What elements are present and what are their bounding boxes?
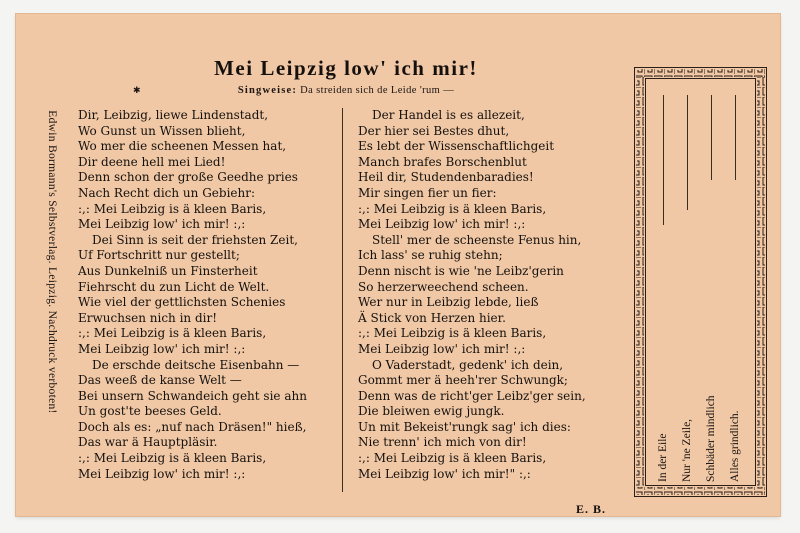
poem-line: Uf Fortschritt nur gestellt;	[78, 248, 240, 263]
poem-line: Wo mer die scheenen Messen hat,	[78, 139, 287, 154]
poem-line: Mei Leibzig low' ich mir! :,:	[358, 341, 526, 356]
postcard	[16, 14, 780, 516]
poem-line: Doch als es: „nuf nach Dräsen!" hieß,	[78, 419, 307, 434]
poem-line: Es lebt der Wissenschaftlichgeit	[358, 139, 555, 154]
poem-line: Heil dir, Studendenbaradies!	[358, 170, 534, 185]
poem-line: :,: Mei Leibzig is ä kleen Baris,	[358, 201, 547, 216]
poem-line: Un mit Bekeist'rungk sag' ich dies:	[358, 419, 571, 434]
poem-line: Das war ä Hauptpläsir.	[78, 435, 218, 450]
poem-line: Denn schon der große Geedhe pries	[78, 170, 298, 185]
poem-line: :,: Mei Leibzig is ä kleen Baris,	[78, 451, 267, 466]
poem-line: Mei Leibzig low' ich mir! :,:	[78, 341, 246, 356]
poem-line: Das weeß de kanse Welt —	[78, 373, 242, 388]
signature-initials: E. B.	[576, 502, 607, 516]
publisher-imprint: Edwin Bormann's Selbstverlag. Leipzig. Nachdruck verboten!	[46, 110, 58, 414]
poem-line: :,: Mei Leibzig is ä kleen Baris,	[78, 326, 267, 341]
greek-key-border	[634, 67, 767, 497]
melody-text: Da streiden sich de Leide 'rum —	[300, 85, 455, 96]
poem-line: Denn was de richt'ger Leibz'ger sein,	[358, 388, 586, 403]
poem-line: Die bleiwen ewig jungk.	[358, 404, 505, 419]
poem-column-right	[358, 108, 586, 482]
poem-line: Aus Dunkelniß un Finsterheit	[78, 263, 258, 278]
poem-line: Dir deene hell mei Lied!	[78, 154, 226, 169]
star-ornament-icon: ✱	[133, 86, 141, 96]
poem-line: De erschde deitsche Eisenbahn —	[92, 357, 300, 372]
writing-line	[735, 95, 736, 180]
poem-line: Erwuchsen nich in dir!	[78, 310, 218, 325]
poem-line: O Vaderstadt, gedenk' ich dein,	[372, 357, 564, 372]
poem-line: Bei unsern Schwandeich geht sie ahn	[78, 388, 307, 403]
poem-line: Mir singen fier un fier:	[358, 185, 497, 200]
poem-line: Gommt mer ä heeh'rer Schwungk;	[358, 373, 568, 388]
writing-line	[663, 95, 664, 225]
poem-line: :,: Mei Leibzig is ä kleen Baris,	[78, 201, 267, 216]
poem-line: Wer nur in Leibzig lebde, ließ	[358, 295, 539, 310]
poem-line: Mei Leibzig low' ich mir!" :,:	[358, 466, 531, 481]
poem-line: Fiehrscht du zun Licht de Welt.	[78, 279, 270, 294]
poem-line: Ä Stick von Herzen hier.	[358, 310, 506, 325]
poem-line: Dir, Leibzig, liewe Lindenstadt,	[78, 108, 269, 122]
poem-line: Mei Leibzig low' ich mir! :,:	[358, 217, 526, 232]
poem-line: Ich lass' se ruhig stehn;	[358, 248, 503, 263]
poem-line: Un gost'te beeses Geld.	[78, 404, 222, 419]
poem-line: Nach Recht dich un Gebiehr:	[78, 185, 256, 200]
poem-line: Der Handel is es allezeit,	[372, 108, 525, 122]
melody-note	[166, 85, 526, 96]
poem-line: Der hier sei Bestes dhut,	[358, 123, 510, 138]
poem-line: Manch brafes Borschenblut	[358, 154, 527, 169]
poem-line: :,: Mei Leibzig is ä kleen Baris,	[358, 326, 547, 341]
poem-column-left	[78, 108, 307, 482]
panel-line-3: Schbäder mindlich	[705, 395, 717, 482]
poem-line: Wo Gunst un Wissen blieht,	[78, 123, 246, 138]
poem-line: Wie viel der gettlichsten Schenies	[78, 295, 286, 310]
poem-line: Mei Leibzig low' ich mir! :,:	[78, 466, 246, 481]
writing-line	[687, 95, 688, 210]
poem-line: Denn nischt is wie 'ne Leibz'gerin	[358, 263, 564, 278]
message-panel	[634, 67, 767, 497]
column-divider	[342, 108, 343, 492]
poem-line: Dei Sinn is seit der friehsten Zeit,	[92, 232, 298, 247]
panel-line-4: Alles grindlich.	[729, 410, 741, 482]
melody-label: Singweise:	[237, 85, 298, 96]
writing-line	[711, 95, 712, 180]
poem-line: Nie trenn' ich mich von dir!	[358, 435, 527, 450]
panel-line-2: Nur 'ne Zeile,	[681, 418, 693, 482]
poem-line: So herzerweechend scheen.	[358, 279, 529, 294]
poem-title: Mei Leipzig low' ich mir!	[214, 56, 478, 80]
poem-line: :,: Mei Leibzig is ä kleen Baris,	[358, 451, 547, 466]
poem-line: Mei Leibzig low' ich mir! :,:	[78, 217, 246, 232]
poem-line: Stell' mer de scheenste Fenus hin,	[372, 232, 582, 247]
panel-line-1: In der Eile	[657, 433, 669, 482]
